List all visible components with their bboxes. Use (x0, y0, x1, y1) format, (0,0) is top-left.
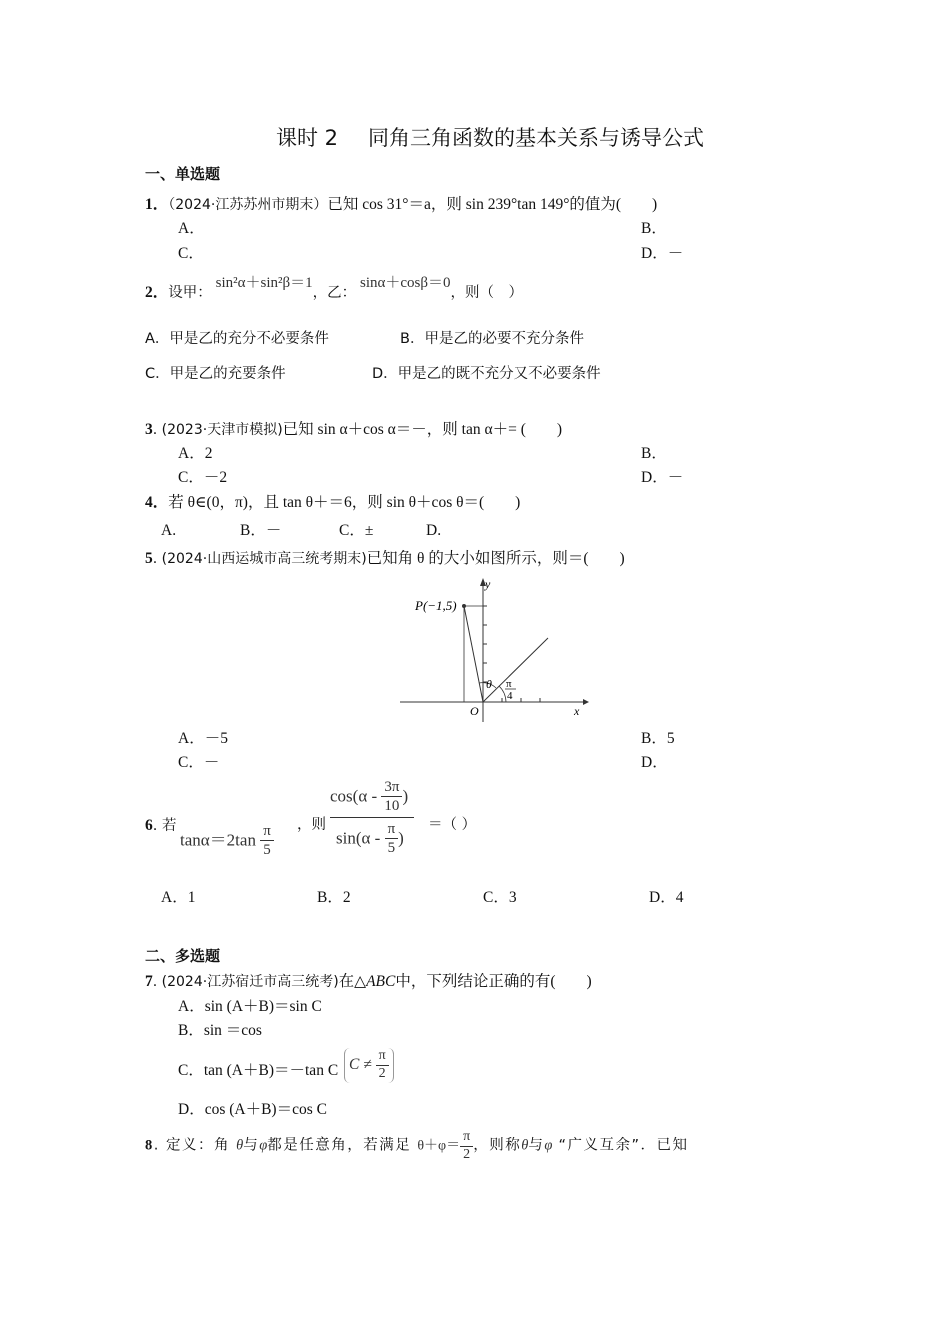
page-title: 课时 2 同角三角函数的基本关系与诱导公式 (275, 126, 705, 150)
question-6-lead: 6. 若 (145, 817, 177, 834)
q3-option-c: C．－2 (178, 469, 228, 486)
q4-option-a: A. (161, 522, 177, 539)
section-multi-choice: 二、多选题 (145, 947, 221, 965)
q3-option-b: B． (641, 445, 667, 462)
q3-option-a: A．2 (178, 445, 213, 462)
q4-option-c: C．± (339, 522, 374, 539)
q6-option-d: D．4 (649, 889, 684, 906)
question-4: 4．若 θ∈(0，π)，且 tan θ＋＝6，则 sin θ＋cos θ＝( ) (145, 494, 521, 511)
q6-option-b: B．2 (317, 889, 351, 906)
question-8: 8. 定义：角 θ与φ都是任意角，若满足 θ＋φ＝ $\frac{\pi}{2}$ ，则称θ与φ “广义互余”．已知 (145, 1129, 689, 1162)
q7-option-c: C．tan (A＋B)＝－tan C C ≠ $\frac{\pi}{2}$ (178, 1048, 394, 1083)
theta-label: θ (486, 677, 492, 691)
q6-tail: ＝（ ） (428, 817, 477, 833)
point-p (462, 604, 466, 608)
point-p-label: P(−1,5) (415, 598, 457, 613)
q6-mid: ，则 (297, 817, 326, 833)
q1-option-c: C． (178, 245, 204, 262)
q6-fraction: cos(α - $\frac{3\pi}{10}$ ) sin(α - $\frac{\pi}{5}$ ) (330, 778, 414, 857)
q6-condition: tanα＝2tan $\frac{\pi}{5}$ (180, 822, 274, 859)
q7-option-d: D．cos (A＋B)＝cos C (178, 1101, 327, 1118)
question-2: 2．设甲： sin²α＋sin²β＝1，乙： sinα＋cosβ＝0，则（ ） (145, 275, 524, 301)
four-label: 4 (507, 690, 513, 702)
question-1: 1．（2024·江苏苏州市期末）已知 cos 31°＝a，则 sin 239°tan 149°的值为( ) (145, 196, 658, 213)
ray-op (464, 606, 483, 702)
q4-option-b: B．－ (240, 522, 282, 539)
q7-option-a: A．sin (A＋B)＝sin C (178, 998, 322, 1015)
question-7: 7. (2024·江苏宿迁市高三统考)在△ABC中，下列结论正确的有( ) (145, 973, 592, 990)
q7-option-b: B．sin ＝cos (178, 1022, 262, 1039)
q2-option-b: B．甲是乙的必要不充分条件 (400, 331, 584, 347)
q4-option-d: D. (426, 522, 442, 539)
question-3: 3. (2023·天津市模拟)已知 sin α＋cos α＝－，则 tan α＋= ( ) (145, 421, 563, 438)
ray-pi-over-4 (483, 638, 548, 702)
question-5: 5. (2024·山西运城市高三统考期末)已知角 θ 的大小如图所示，则＝( ) (145, 550, 625, 567)
x-label: x (574, 704, 580, 718)
q5-option-b: B．5 (641, 730, 675, 747)
q5-option-a: A．－5 (178, 730, 228, 747)
origin-label: O (470, 704, 479, 718)
x-axis-arrow-icon (583, 699, 589, 705)
y-label: y (485, 577, 491, 591)
q2-option-d: D．甲是乙的既不充分又不必要条件 (372, 366, 601, 382)
pi-label: π (506, 678, 512, 690)
q1-option-b: B． (641, 220, 667, 237)
q5-figure (395, 572, 590, 722)
q5-option-d: D． (641, 754, 668, 771)
q1-option-a: A． (178, 220, 205, 237)
q3-option-d: D．－ (641, 469, 684, 486)
q6-option-a: A．1 (161, 889, 196, 906)
q6-option-c: C．3 (483, 889, 517, 906)
section-single-choice: 一、单选题 (145, 165, 221, 183)
q1-option-d: D．－ (641, 245, 684, 262)
q2-condition-yi: sinα＋cosβ＝0 (360, 275, 451, 291)
q2-option-c: C．甲是乙的充要条件 (145, 366, 286, 382)
q5-option-c: C．－ (178, 754, 220, 771)
q2-option-a: A．甲是乙的充分不必要条件 (145, 331, 329, 347)
q2-condition-jia: sin²α＋sin²β＝1 (215, 275, 313, 291)
